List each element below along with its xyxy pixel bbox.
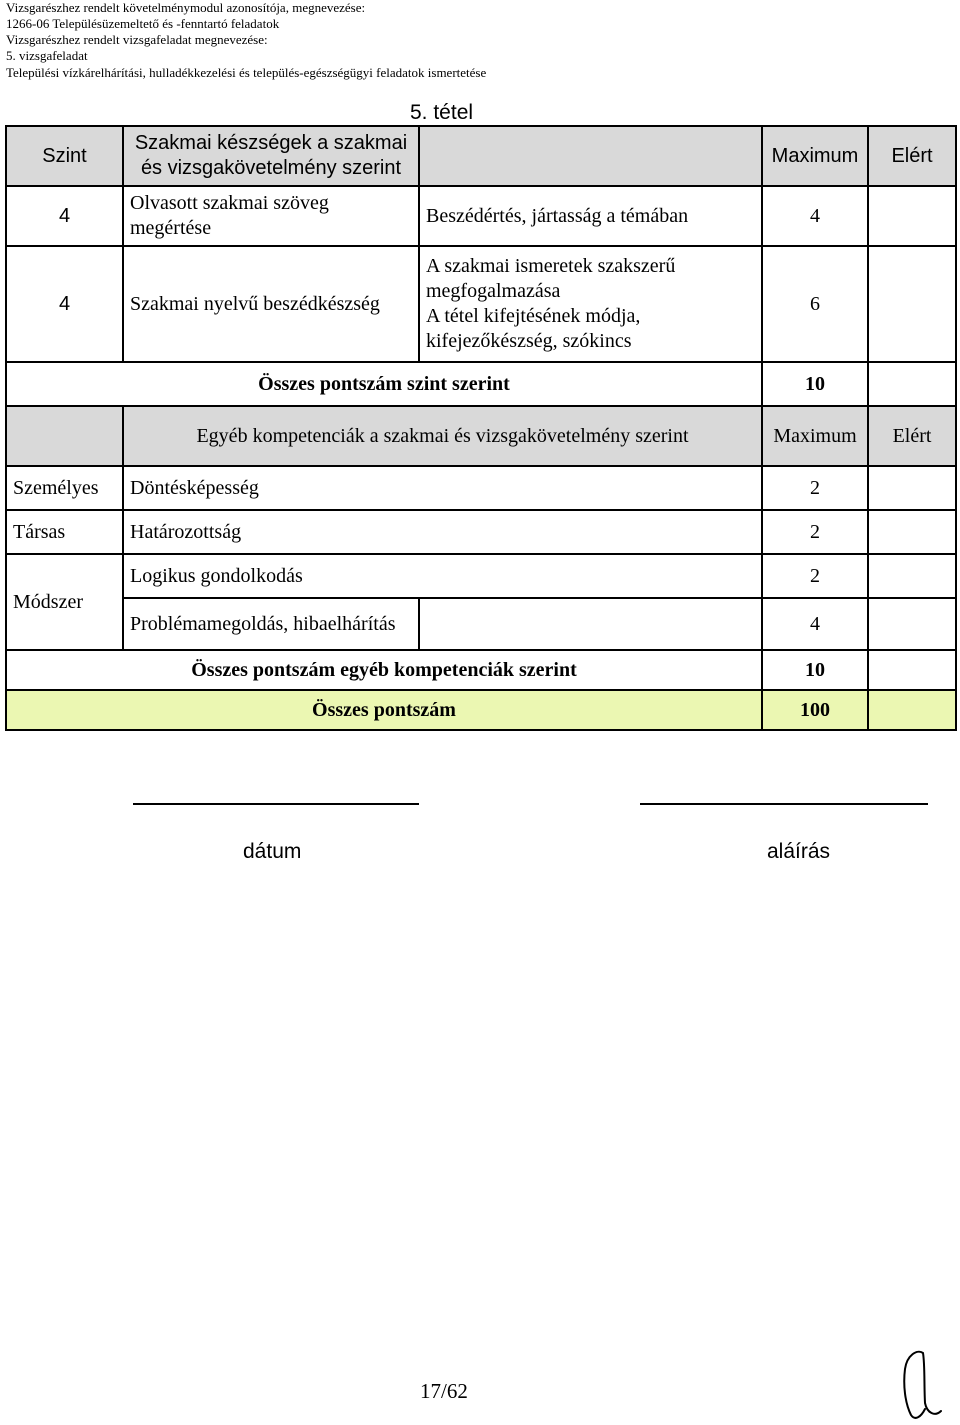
level-total-label: Összes pontszám szint szerint [6,362,762,406]
competence-max: 2 [762,466,868,510]
competence-item: Döntésképesség [123,466,762,510]
skill-description [419,246,762,362]
competence-max: 4 [762,598,868,650]
skill-achieved [868,186,956,246]
level-total-value: 10 [762,362,868,406]
skill-description: Beszédértés, jártasság a témában [419,186,762,246]
competence-achieved [868,554,956,598]
col-header-elert: Elért [868,126,956,186]
skill-max: 4 [762,186,868,246]
grand-total-value: 100 [762,690,868,730]
skill-achieved [868,246,956,362]
grand-total-label: Összes pontszám [6,690,762,730]
col-header-skills: Szakmai készségek a szakmai és vizsgakövetelmény szerint [123,126,419,186]
signature-label: aláírás [767,840,831,863]
page-number: 17/62 [420,1379,468,1403]
competence-item: Logikus gondolkodás [123,554,762,598]
level-total-achieved [868,362,956,406]
competence-achieved [868,510,956,554]
grand-total-achieved [868,690,956,730]
competence-category: Személyes [6,466,123,510]
col-header-szint: Szint [6,126,123,186]
task-number: 5. vizsgafeladat [6,48,88,63]
signature-line [640,803,928,805]
skill-level: 4 [6,186,123,246]
skill-name: Olvasott szakmai szöveg megértése [123,186,419,246]
competence-item-blank [419,598,762,650]
competence-total-value: 10 [762,650,868,690]
competence-category: Társas [6,510,123,554]
competence-total-label: Összes pontszám egyéb kompetenciák szerint [6,650,762,690]
evaluation-table [5,125,957,731]
competence-achieved [868,466,956,510]
skill-description-line: A szakmai ismeretek szakszerű megfogalmazása [426,255,676,302]
date-label: dátum [243,840,302,863]
date-line [133,803,419,805]
task-title: Települési vízkárelhárítási, hulladékkezelési és település-egészségügyi feladatok ismertetése [6,65,487,80]
competence-col-max: Maximum [762,406,868,466]
skill-level: 4 [6,246,123,362]
competence-category: Módszer [6,554,123,650]
col-header-max: Maximum [762,126,868,186]
skill-description-line: A tétel kifejtésének módja, kifejezőkészség, szókincs [426,305,641,352]
col-header-desc [419,126,762,186]
handwritten-signature [895,1345,945,1420]
task-label: Vizsgarészhez rendelt vizsgafeladat megnevezése: [6,32,268,47]
competence-max: 2 [762,554,868,598]
module-label: Vizsgarészhez rendelt követelménymodul azonosítója, megnevezése: [6,0,366,15]
skill-name: Szakmai nyelvű beszédkészség [123,246,419,362]
competence-max: 2 [762,510,868,554]
competence-header-blank [6,406,123,466]
skill-max: 6 [762,246,868,362]
competence-total-achieved [868,650,956,690]
competence-header: Egyéb kompetenciák a szakmai és vizsgakövetelmény szerint [123,406,762,466]
competence-item: Határozottság [123,510,762,554]
module-name: 1266-06 Településüzemeltető és -fenntartó feladatok [6,16,280,31]
competence-col-elert: Elért [868,406,956,466]
item-title: 5. tétel [410,101,474,124]
competence-achieved [868,598,956,650]
competence-item: Problémamegoldás, hibaelhárítás [123,598,419,650]
